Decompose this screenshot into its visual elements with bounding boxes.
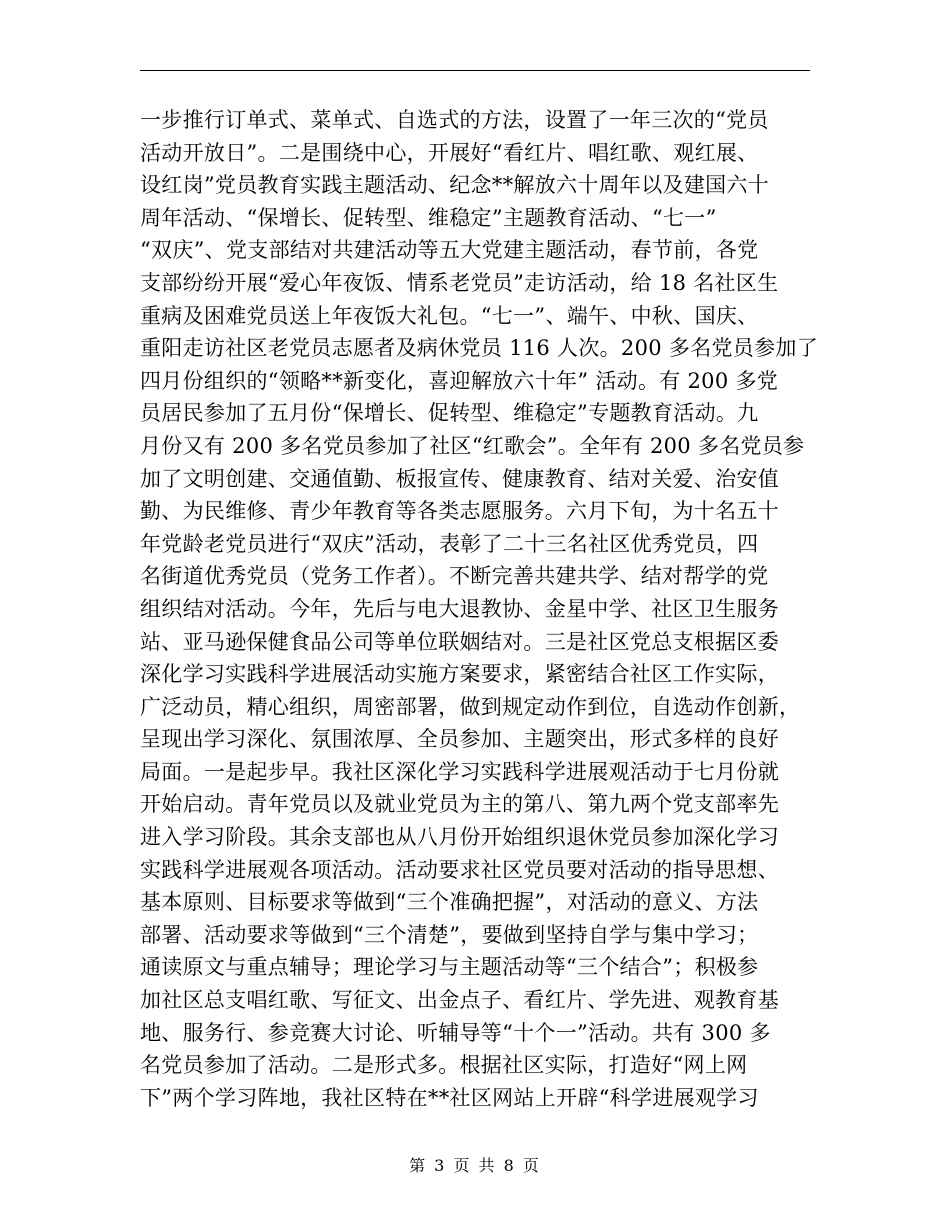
text-line: 重病及困难党员送上年夜饭大礼包。“七一”、端午、中秋、国庆、 (140, 303, 759, 328)
text-line: 月份又有 200 多名党员参加了社区“红歌会”。全年有 200 多名党员参 (140, 433, 805, 458)
text-line: 组织结对活动。今年，先后与电大退教协、金星中学、社区卫生服务 (140, 596, 779, 621)
text-line: 站、亚马逊保健食品公司等单位联姻结对。三是社区党总支根据区委 (140, 629, 779, 654)
text-line: 名党员参加了活动。二是形式多。根据社区实际，打造好“网上网 (140, 1053, 748, 1078)
text-line: 开始启动。青年党员以及就业党员为主的第八、第九两个党支部率先 (140, 792, 779, 817)
text-line: 呈现出学习深化、氛围浓厚、全员参加、主题突出，形式多样的良好 (140, 727, 779, 752)
text-line: 名街道优秀党员（党务工作者）。不断完善共建共学、结对帮学的党 (140, 564, 769, 589)
text-line: 设红岗”党员教育实践主题活动、纪念**解放六十周年以及建国六十 (140, 173, 770, 198)
text-line: 部署、活动要求等做到“三个清楚”，要做到坚持自学与集中学习； (140, 922, 759, 947)
text-line: 地、服务行、参竞赛大讨论、听辅导等“十个一”活动。共有 300 多 (140, 1020, 771, 1045)
text-line: 下”两个学习阵地，我社区特在**社区网站上开辟“科学进展观学习 (140, 1085, 759, 1110)
text-line: 局面。一是起步早。我社区深化学习实践科学进展观活动于七月份就 (140, 759, 779, 784)
header-rule (140, 70, 810, 71)
text-line: 通读原文与重点辅导；理论学习与主题活动等“三个结合”；积极参 (140, 955, 759, 980)
text-line: 广泛动员，精心组织，周密部署，做到规定动作到位，自选动作创新， (140, 694, 801, 719)
document-body (140, 104, 820, 1114)
text-line: “双庆”、党支部结对共建活动等五大党建主题活动，春节前，各党 (140, 238, 759, 263)
text-line: 年党龄老党员进行“双庆”活动，表彰了二十三名社区优秀党员，四 (140, 531, 759, 556)
text-line: 实践科学进展观各项活动。活动要求社区党员要对活动的指导思想、 (140, 857, 779, 882)
page-number-footer: 第 3 页 共 8 页 (409, 1156, 541, 1175)
text-line: 深化学习实践科学进展活动实施方案要求，紧密结合社区工作实际， (140, 662, 779, 687)
text-line: 进入学习阶段。其余支部也从八月份开始组织退休党员参加深化学习 (140, 825, 779, 850)
text-line: 活动开放日”。二是围绕中心，开展好“看红片、唱红歌、观红展、 (140, 140, 759, 165)
text-line: 周年活动、“保增长、促转型、维稳定”主题教育活动、“七一” (140, 205, 717, 230)
text-line: 四月份组织的“领略**新变化，喜迎解放六十年” 活动。有 200 多党 (140, 368, 779, 393)
text-line: 支部纷纷开展“爱心年夜饭、情系老党员”走访活动，给 18 名社区生 (140, 270, 779, 295)
text-line: 重阳走访社区老党员志愿者及病休党员 116 人次。200 多名党员参加了 (140, 336, 818, 361)
text-line: 加了文明创建、交通值勤、板报宣传、健康教育、结对关爱、治安值 (140, 466, 779, 491)
text-line: 加社区总支唱红歌、写征文、出金点子、看红片、学先进、观教育基 (140, 988, 779, 1013)
text-line: 员居民参加了五月份“保增长、促转型、维稳定”专题教育活动。九 (140, 401, 759, 426)
text-line: 基本原则、目标要求等做到“三个准确把握”，对活动的意义、方法 (140, 890, 759, 915)
text-line: 勤、为民维修、青少年教育等各类志愿服务。六月下旬，为十名五十 (140, 499, 779, 524)
text-line: 一步推行订单式、菜单式、自选式的方法，设置了一年三次的“党员 (140, 108, 769, 132)
